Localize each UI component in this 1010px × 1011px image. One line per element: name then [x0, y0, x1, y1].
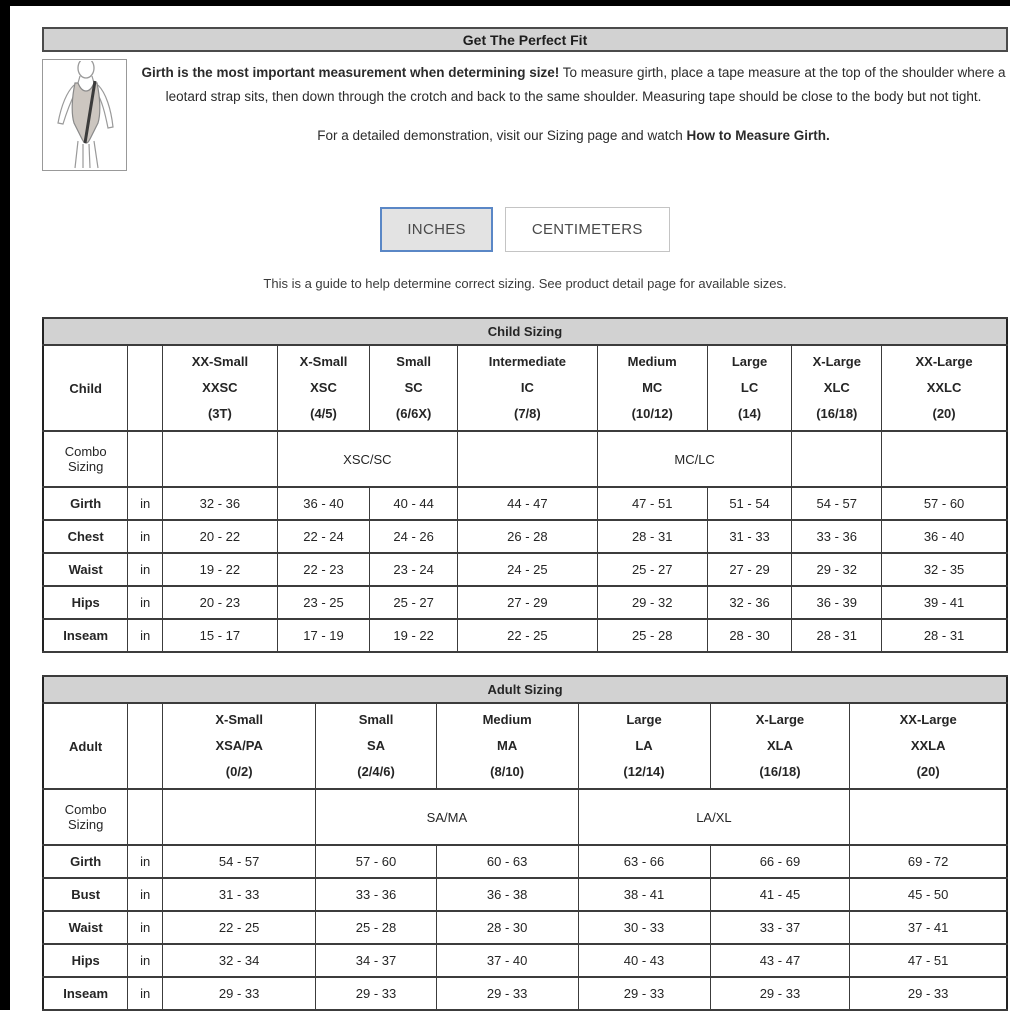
measurement-value: 41 - 45: [710, 878, 850, 911]
size-column-header: X-Large XLC (16/18): [792, 345, 882, 431]
measurement-value: 29 - 33: [163, 977, 316, 1010]
measurement-row: [43, 878, 1007, 911]
combo-cell: [457, 431, 597, 487]
measurement-value: 29 - 33: [436, 977, 578, 1010]
size-column-header: XX-Large XXLA (20): [850, 703, 1007, 789]
measurement-value: 22 - 23: [277, 553, 370, 586]
size-header-row: [43, 345, 1007, 431]
measurement-label: Inseam: [43, 977, 128, 1010]
measurement-value: 27 - 29: [457, 586, 597, 619]
measurement-value: 32 - 35: [882, 553, 1007, 586]
measurement-value: 31 - 33: [163, 878, 316, 911]
demo-line: [139, 124, 1008, 148]
size-column-header: X-Small XSC (4/5): [277, 345, 370, 431]
measurement-value: 33 - 36: [792, 520, 882, 553]
measurement-label: Waist: [43, 553, 128, 586]
centimeters-button[interactable]: CENTIMETERS: [505, 207, 670, 252]
unit-cell: [128, 431, 163, 487]
measurement-row: [43, 845, 1007, 878]
combo-cell: [882, 431, 1007, 487]
size-column-header: XX-Large XXLC (20): [882, 345, 1007, 431]
measurement-row: [43, 977, 1007, 1010]
measurement-value: 28 - 31: [597, 520, 707, 553]
measurement-value: 26 - 28: [457, 520, 597, 553]
measurement-value: 47 - 51: [597, 487, 707, 520]
combo-cell: XSC/SC: [277, 431, 457, 487]
measurement-row: [43, 944, 1007, 977]
measurement-label: Waist: [43, 911, 128, 944]
measurement-row: [43, 520, 1007, 553]
unit-cell: in: [128, 911, 163, 944]
unit-toggle: [42, 207, 1008, 252]
measurement-label: Bust: [43, 878, 128, 911]
measurement-value: 60 - 63: [436, 845, 578, 878]
unit-cell: in: [128, 878, 163, 911]
measurement-value: 28 - 30: [707, 619, 792, 652]
measurement-row: [43, 553, 1007, 586]
measurement-value: 36 - 40: [277, 487, 370, 520]
table-title: Adult Sizing: [43, 676, 1007, 703]
combo-cell: [163, 431, 278, 487]
size-column-header: Small SC (6/6X): [370, 345, 458, 431]
measurement-value: 19 - 22: [370, 619, 458, 652]
measurement-value: 57 - 60: [882, 487, 1007, 520]
unit-cell: in: [128, 619, 163, 652]
measurement-label: Hips: [43, 944, 128, 977]
measurement-value: 28 - 31: [792, 619, 882, 652]
demo-prefix: For a detailed demonstration, visit our Sizing page and watch: [317, 128, 687, 144]
measurement-value: 28 - 30: [436, 911, 578, 944]
page-frame-top: [0, 0, 1010, 6]
measurement-value: 24 - 26: [370, 520, 458, 553]
measurement-value: 38 - 41: [578, 878, 710, 911]
measurement-value: 30 - 33: [578, 911, 710, 944]
measurement-value: 29 - 33: [316, 977, 437, 1010]
unit-header-cell: [128, 703, 163, 789]
measurement-value: 25 - 28: [597, 619, 707, 652]
unit-header-cell: [128, 345, 163, 431]
measurement-value: 29 - 32: [792, 553, 882, 586]
measurement-value: 54 - 57: [163, 845, 316, 878]
combo-cell: MC/LC: [597, 431, 792, 487]
size-column-header: XX-Small XXSC (3T): [163, 345, 278, 431]
unit-cell: in: [128, 944, 163, 977]
measurement-value: 54 - 57: [792, 487, 882, 520]
size-column-header: X-Large XLA (16/18): [710, 703, 850, 789]
unit-cell: in: [128, 977, 163, 1010]
measurement-label: Inseam: [43, 619, 128, 652]
size-column-header: X-Small XSA/PA (0/2): [163, 703, 316, 789]
page-frame-left: [0, 0, 10, 1010]
measurement-value: 66 - 69: [710, 845, 850, 878]
size-header-row: [43, 703, 1007, 789]
measurement-value: 19 - 22: [163, 553, 278, 586]
measurement-value: 20 - 22: [163, 520, 278, 553]
combo-label: Combo Sizing: [43, 789, 128, 845]
table-title: Child Sizing: [43, 318, 1007, 345]
measurement-value: 40 - 43: [578, 944, 710, 977]
combo-cell: [850, 789, 1007, 845]
inches-button[interactable]: INCHES: [380, 207, 492, 252]
measurement-value: 33 - 37: [710, 911, 850, 944]
measurement-value: 69 - 72: [850, 845, 1007, 878]
measurement-value: 33 - 36: [316, 878, 437, 911]
girth-instructions-body: To measure girth, place a tape measure at the top of the shoulder where a leotard strap sits, then down through the crotch and back to the same shoulder. Measuring tape should be close to the body but not tight.: [165, 65, 1006, 104]
adult-sizing-table: [42, 675, 1008, 1011]
measurement-value: 25 - 27: [370, 586, 458, 619]
measurement-value: 32 - 36: [163, 487, 278, 520]
combo-cell: SA/MA: [316, 789, 578, 845]
sizing-guide-page: [42, 27, 1008, 1011]
combo-cell: [163, 789, 316, 845]
page-title: [42, 27, 1008, 52]
measurement-value: 25 - 27: [597, 553, 707, 586]
leotard-girth-icon: [45, 61, 125, 169]
measurement-label: Hips: [43, 586, 128, 619]
measurement-value: 45 - 50: [850, 878, 1007, 911]
size-column-header: Small SA (2/4/6): [316, 703, 437, 789]
size-column-header: Medium MC (10/12): [597, 345, 707, 431]
measurement-label: Girth: [43, 487, 128, 520]
table-title-row: [43, 676, 1007, 703]
measurement-value: 57 - 60: [316, 845, 437, 878]
measurement-value: 37 - 41: [850, 911, 1007, 944]
measurement-value: 23 - 25: [277, 586, 370, 619]
measurement-value: 44 - 47: [457, 487, 597, 520]
unit-cell: in: [128, 586, 163, 619]
girth-instructions: [139, 61, 1008, 108]
corner-label: Child: [43, 345, 128, 431]
demo-video-title: How to Measure Girth.: [686, 128, 830, 144]
measurement-row: [43, 911, 1007, 944]
measurement-value: 32 - 36: [707, 586, 792, 619]
measurement-value: 29 - 33: [710, 977, 850, 1010]
combo-cell: LA/XL: [578, 789, 850, 845]
measurement-label: Girth: [43, 845, 128, 878]
intro-section: [42, 59, 1008, 171]
size-column-header: Large LC (14): [707, 345, 792, 431]
unit-cell: in: [128, 845, 163, 878]
measurement-value: 15 - 17: [163, 619, 278, 652]
combo-sizing-row: [43, 431, 1007, 487]
measurement-label: Chest: [43, 520, 128, 553]
child-sizing-table: [42, 317, 1008, 653]
size-column-header: Large LA (12/14): [578, 703, 710, 789]
combo-sizing-row: [43, 789, 1007, 845]
measurement-value: 36 - 40: [882, 520, 1007, 553]
measurement-value: 28 - 31: [882, 619, 1007, 652]
size-column-header: Medium MA (8/10): [436, 703, 578, 789]
measurement-value: 39 - 41: [882, 586, 1007, 619]
measurement-row: [43, 586, 1007, 619]
combo-cell: [792, 431, 882, 487]
measurement-value: 24 - 25: [457, 553, 597, 586]
unit-cell: in: [128, 553, 163, 586]
page-title-text: Get The Perfect Fit: [462, 31, 588, 48]
measurement-value: 22 - 25: [457, 619, 597, 652]
combo-label: Combo Sizing: [43, 431, 128, 487]
measurement-value: 31 - 33: [707, 520, 792, 553]
measurement-row: [43, 619, 1007, 652]
measurement-value: 29 - 32: [597, 586, 707, 619]
intro-text: [139, 59, 1008, 171]
measurement-value: 23 - 24: [370, 553, 458, 586]
measurement-value: 37 - 40: [436, 944, 578, 977]
table-title-row: [43, 318, 1007, 345]
measurement-value: 17 - 19: [277, 619, 370, 652]
measurement-value: 43 - 47: [710, 944, 850, 977]
size-column-header: Intermediate IC (7/8): [457, 345, 597, 431]
measurement-value: 20 - 23: [163, 586, 278, 619]
sizing-note: This is a guide to help determine correct sizing. See product detail page for available sizes.: [263, 276, 787, 291]
leotard-measurement-illustration: [42, 59, 127, 171]
measurement-value: 29 - 33: [850, 977, 1007, 1010]
measurement-value: 27 - 29: [707, 553, 792, 586]
measurement-value: 32 - 34: [163, 944, 316, 977]
measurement-row: [43, 487, 1007, 520]
measurement-value: 22 - 24: [277, 520, 370, 553]
measurement-value: 22 - 25: [163, 911, 316, 944]
unit-cell: in: [128, 487, 163, 520]
measurement-value: 63 - 66: [578, 845, 710, 878]
measurement-value: 51 - 54: [707, 487, 792, 520]
unit-cell: in: [128, 520, 163, 553]
unit-cell: [128, 789, 163, 845]
measurement-value: 34 - 37: [316, 944, 437, 977]
measurement-value: 36 - 38: [436, 878, 578, 911]
measurement-value: 47 - 51: [850, 944, 1007, 977]
measurement-value: 40 - 44: [370, 487, 458, 520]
measurement-value: 29 - 33: [578, 977, 710, 1010]
girth-instructions-lead: Girth is the most important measurement when determining size!: [141, 65, 560, 80]
measurement-value: 25 - 28: [316, 911, 437, 944]
measurement-value: 36 - 39: [792, 586, 882, 619]
corner-label: Adult: [43, 703, 128, 789]
